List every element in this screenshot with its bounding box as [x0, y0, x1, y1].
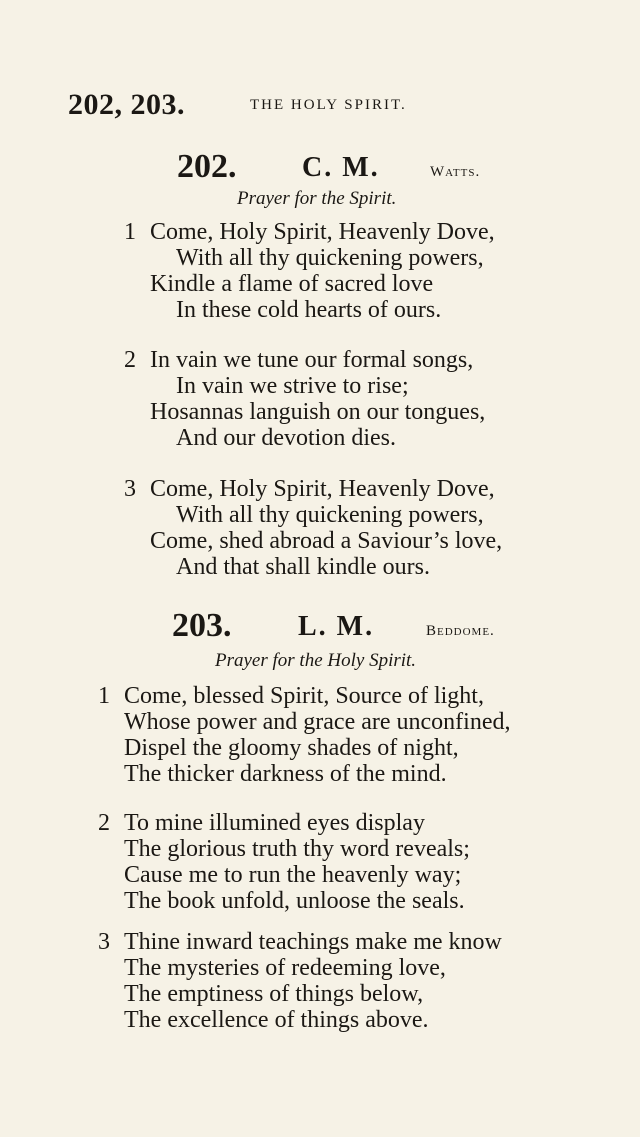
stanza — [124, 476, 502, 580]
verse-line: The mysteries of redeeming love, — [124, 955, 446, 981]
hymn-meter: C. M. — [302, 152, 380, 183]
verse-line: The thicker darkness of the mind. — [124, 761, 447, 787]
stanza — [124, 347, 485, 451]
verse-number: 3 — [124, 476, 136, 502]
hymn-author: Beddome. — [426, 623, 495, 639]
verse-line: Come, blessed Spirit, Source of light, — [124, 683, 484, 709]
hymn-author: Watts. — [430, 164, 481, 180]
verse-line: Hosannas languish on our tongues, — [150, 399, 486, 425]
hymn-meter: L. M. — [298, 611, 375, 642]
hymn-subtitle: Prayer for the Holy Spirit. — [215, 650, 417, 671]
verse-number: 1 — [98, 683, 110, 709]
stanza — [124, 219, 495, 323]
verse-line: The glorious truth thy word reveals; — [124, 836, 470, 862]
page-hymn-numbers: 202, 203. — [68, 88, 185, 121]
verse-number: 2 — [98, 810, 110, 836]
verse-line: Come, Holy Spirit, Heavenly Dove, — [150, 219, 495, 245]
hymn-202-header — [0, 148, 640, 188]
hymn-subtitle: Prayer for the Spirit. — [237, 188, 397, 209]
verse-line: And that shall kindle ours. — [176, 554, 430, 580]
verse-line: In these cold hearts of ours. — [176, 297, 442, 323]
verse-line: Come, Holy Spirit, Heavenly Dove, — [150, 476, 495, 502]
hymn-203-header — [0, 607, 640, 647]
verse-number: 3 — [98, 929, 110, 955]
verse-line: To mine illumined eyes display — [124, 810, 425, 836]
verse-line: Thine inward teachings make me know — [124, 929, 502, 955]
stanza — [98, 929, 502, 1033]
running-head — [68, 88, 620, 128]
verse-line: With all thy quickening powers, — [176, 502, 484, 528]
verse-line: In vain we tune our formal songs, — [150, 347, 474, 373]
verse-line: In vain we strive to rise; — [176, 373, 409, 399]
verse-line: Dispel the gloomy shades of night, — [124, 735, 459, 761]
verse-line: The book unfold, unloose the seals. — [124, 888, 465, 914]
verse-line: Cause me to run the heavenly way; — [124, 862, 462, 888]
verse-line: With all thy quickening powers, — [176, 245, 484, 271]
stanza — [98, 683, 510, 787]
verse-line: The excellence of things above. — [124, 1007, 429, 1033]
verse-line: Come, shed abroad a Saviour’s love, — [150, 528, 503, 554]
verse-line: Kindle a flame of sacred love — [150, 271, 434, 297]
verse-line: The emptiness of things below, — [124, 981, 424, 1007]
verse-number: 2 — [124, 347, 136, 373]
verse-line: Whose power and grace are unconfined, — [124, 709, 511, 735]
section-title: THE HOLY SPIRIT. — [250, 97, 407, 113]
hymn-number: 202. — [177, 148, 237, 185]
verse-number: 1 — [124, 219, 136, 245]
stanza — [98, 810, 470, 914]
hymn-number: 203. — [172, 607, 232, 644]
verse-line: And our devotion dies. — [176, 425, 396, 451]
